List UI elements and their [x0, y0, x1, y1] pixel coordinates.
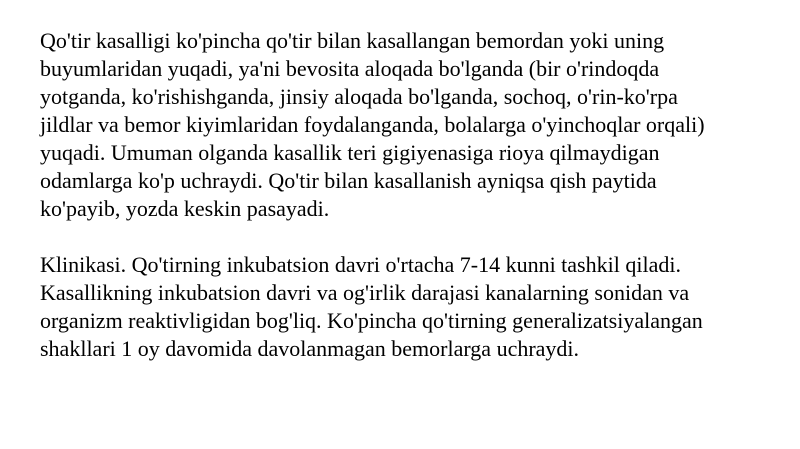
text-line: yuqadi. Umuman olganda kasallik teri gigiyenasiga rioya qilmaydigan	[40, 140, 660, 165]
text-line: buyumlaridan yuqadi, ya'ni bevosita aloqada bo'lganda (bir o'rindoqda	[40, 56, 660, 81]
paragraph-clinic	[40, 251, 770, 363]
paragraph-transmission	[40, 27, 770, 223]
text-line: organizm reaktivligidan bog'liq. Ko'pincha qo'tirning generalizatsiyalangan	[40, 308, 703, 333]
text-line: Qo'tir kasalligi ko'pincha qo'tir bilan kasallangan bemordan yoki uning	[40, 28, 665, 53]
text-line: shakllari 1 oy davomida davolanmagan bemorlarga uchraydi.	[40, 336, 580, 361]
text-line: ko'payib, yozda keskin pasayadi.	[40, 196, 330, 221]
text-line: yotganda, ko'rishishganda, jinsiy aloqada bo'lganda, sochoq, o'rin-ko'rpa	[40, 84, 678, 109]
text-line: jildlar va bemor kiyimlaridan foydalanganda, bolalarga o'yinchoqlar orqali)	[40, 112, 705, 137]
document-page	[40, 27, 770, 363]
text-line: Klinikasi. Qo'tirning inkubatsion davri o'rtacha 7-14 kunni tashkil qiladi.	[40, 252, 681, 277]
text-line: odamlarga ko'p uchraydi. Qo'tir bilan kasallanish ayniqsa qish paytida	[40, 168, 657, 193]
text-line: Kasallikning inkubatsion davri va og'irlik darajasi kanalarning sonidan va	[40, 280, 690, 305]
